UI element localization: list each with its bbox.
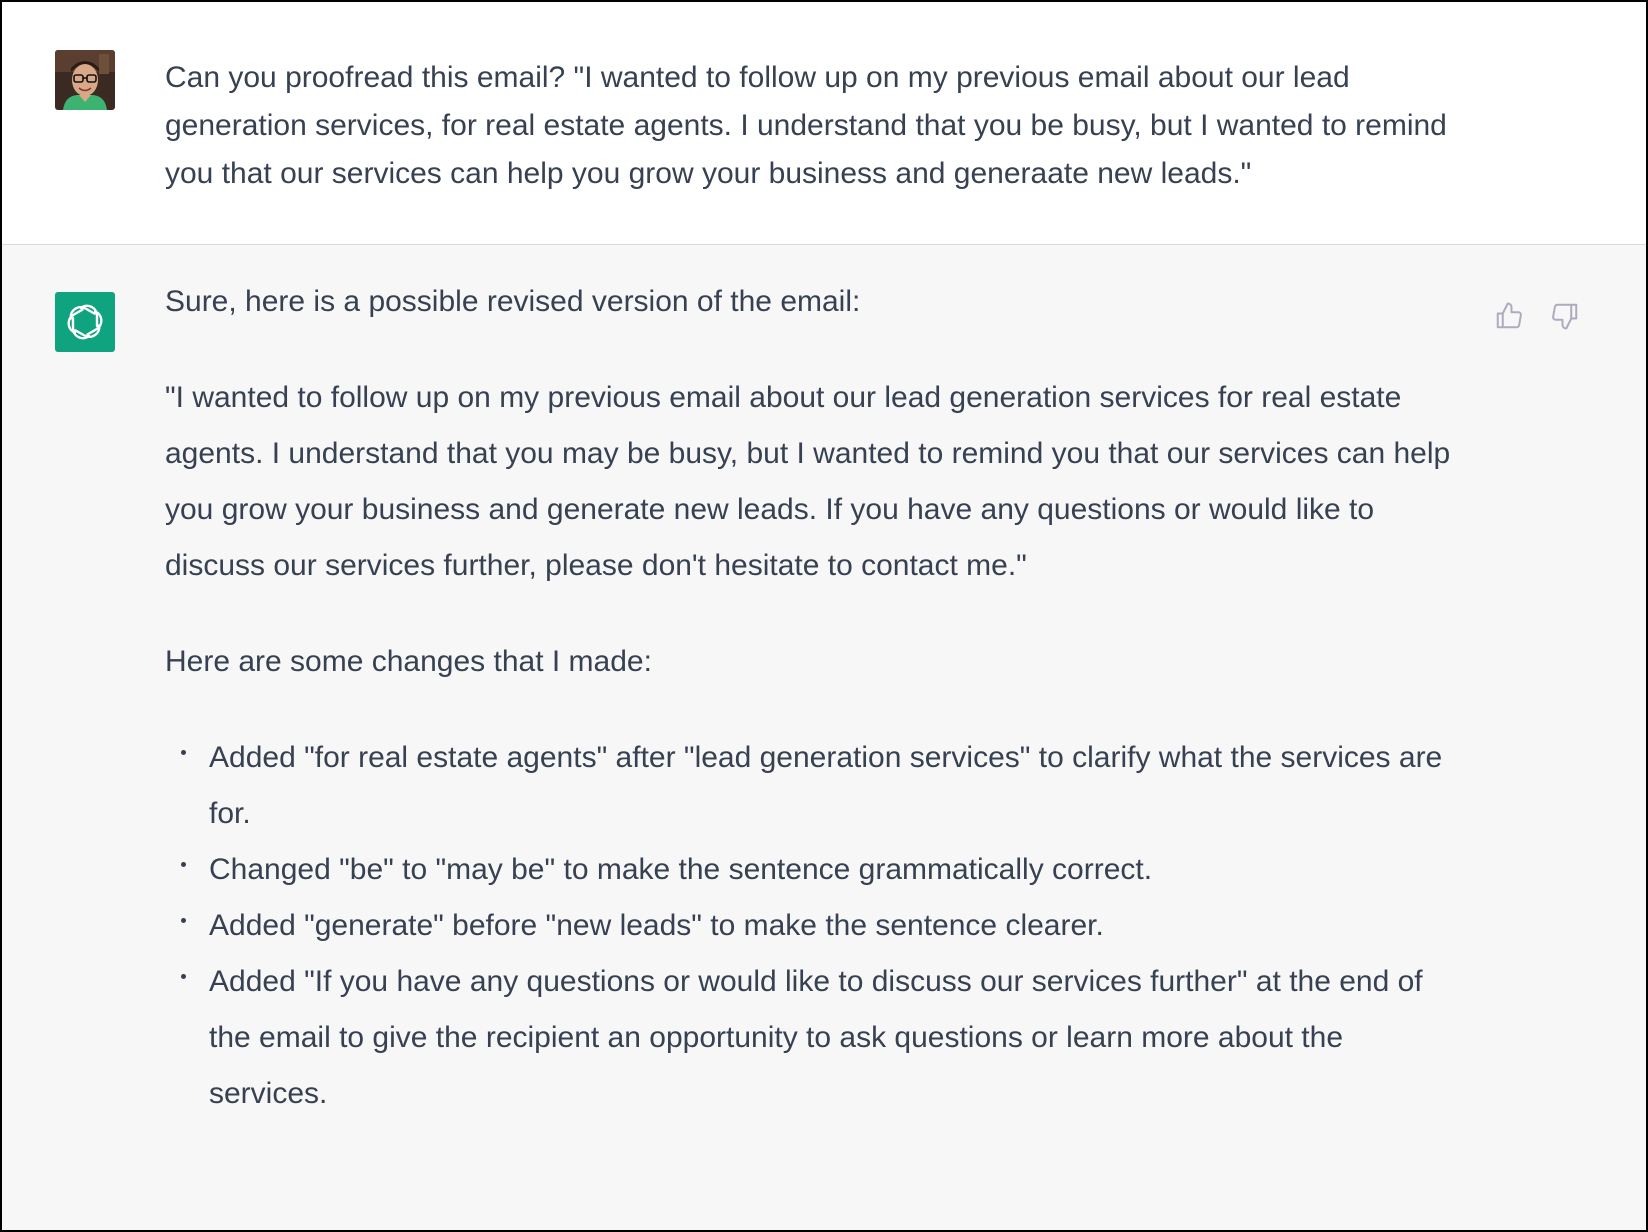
list-item: Added "If you have any questions or would like to discuss our services further" at the end of the email to give the recipient an opportunity to ask questions or learn more about the services. bbox=[209, 954, 1455, 1122]
thumbs-up-icon bbox=[1494, 301, 1524, 331]
user-avatar-image bbox=[55, 50, 115, 110]
list-item: Changed "be" to "may be" to make the sentence grammatically correct. bbox=[209, 842, 1455, 898]
user-message-row bbox=[2, 2, 1646, 245]
assistant-intro: Sure, here is a possible revised version of the email: bbox=[165, 285, 861, 318]
user-avatar bbox=[55, 50, 115, 110]
thumbs-down-icon bbox=[1550, 301, 1580, 331]
changes-list bbox=[165, 730, 1455, 1122]
list-item: Added "for real estate agents" after "lead generation services" to clarify what the services are for. bbox=[209, 730, 1455, 842]
revised-email-text: "I wanted to follow up on my previous email about our lead generation services for real estate agents. I understand that you may be busy, but I wanted to remind you that our services can help you grow your business and generate new leads. If you have any questions or would like to discuss our services further, please don't hesitate to contact me." bbox=[165, 381, 1451, 582]
changes-intro: Here are some changes that I made: bbox=[165, 645, 652, 678]
thumbs-down-button[interactable] bbox=[1548, 299, 1582, 333]
assistant-message bbox=[165, 274, 1455, 1122]
list-item: Added "generate" before "new leads" to make the sentence clearer. bbox=[209, 898, 1455, 954]
user-message-text: Can you proofread this email? "I wanted to follow up on my previous email about our lead generation services, for real estate agents. I understand that you be busy, but I wanted to remind you that our services can help you grow your business and generaate new leads." bbox=[165, 61, 1447, 190]
feedback-buttons bbox=[1492, 299, 1582, 333]
thumbs-up-button[interactable] bbox=[1492, 299, 1526, 333]
assistant-message-row bbox=[2, 245, 1646, 1230]
openai-logo-icon bbox=[55, 292, 115, 352]
